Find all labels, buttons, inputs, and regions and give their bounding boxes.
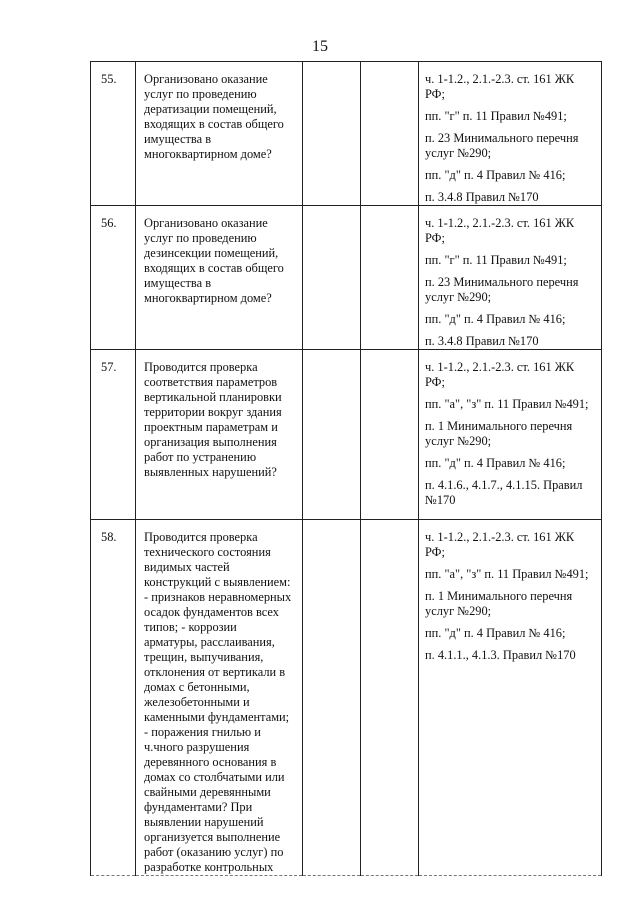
row-number: 57. xyxy=(91,350,136,520)
legal-reference: п. 3.4.8 Правил №170 xyxy=(425,190,539,204)
legal-reference: пп. "д" п. 4 Правил № 416; xyxy=(425,312,566,326)
legal-reference: п. 1 Минимального перечня услуг №290; xyxy=(425,589,573,618)
legal-reference: ч. 1-1.2., 2.1.-2.3. ст. 161 ЖК РФ; xyxy=(425,216,575,245)
answer-yes-cell[interactable] xyxy=(303,350,361,520)
legal-reference: п. 23 Минимального перечня услуг №290; xyxy=(425,131,579,160)
legal-basis-cell xyxy=(419,206,602,350)
legal-reference: п. 3.4.8 Правил №170 xyxy=(425,334,539,348)
legal-reference: пп. "д" п. 4 Правил № 416; xyxy=(425,456,566,470)
legal-reference: ч. 1-1.2., 2.1.-2.3. ст. 161 ЖК РФ; xyxy=(425,72,575,101)
legal-reference: п. 23 Минимального перечня услуг №290; xyxy=(425,275,579,304)
table-row xyxy=(91,62,602,206)
legal-reference: п. 4.1.1., 4.1.3. Правил №170 xyxy=(425,648,576,662)
legal-basis-cell xyxy=(419,350,602,520)
answer-no-cell[interactable] xyxy=(361,206,419,350)
legal-reference: п. 4.1.6., 4.1.7., 4.1.15. Правил №170 xyxy=(425,478,583,507)
legal-reference: пп. "а", "з" п. 11 Правил №491; xyxy=(425,567,589,581)
answer-yes-cell[interactable] xyxy=(303,62,361,206)
page-number: 15 xyxy=(312,38,328,55)
legal-reference: пп. "г" п. 11 Правил №491; xyxy=(425,253,567,267)
table-row xyxy=(91,350,602,520)
row-number: 56. xyxy=(91,206,136,350)
checklist-table xyxy=(90,61,602,876)
question-cell: Проводится проверка соответствия параметров вертикальной планировки территории вокруг здания проектным параметрам и организация выполнения работ по устранению выявленных нарушений? xyxy=(136,350,303,520)
row-number: 58. xyxy=(91,520,136,876)
table-row xyxy=(91,520,602,876)
answer-no-cell[interactable] xyxy=(361,350,419,520)
answer-no-cell[interactable] xyxy=(361,520,419,876)
legal-reference: ч. 1-1.2., 2.1.-2.3. ст. 161 ЖК РФ; xyxy=(425,530,575,559)
legal-reference: пп. "д" п. 4 Правил № 416; xyxy=(425,168,566,182)
legal-reference: пп. "г" п. 11 Правил №491; xyxy=(425,109,567,123)
answer-yes-cell[interactable] xyxy=(303,520,361,876)
question-cell: Организовано оказание услуг по проведению дератизации помещений, входящих в состав общего имущества в многоквартирном доме? xyxy=(136,62,303,206)
table-row xyxy=(91,206,602,350)
question-cell: Проводится проверка технического состояния видимых частей конструкций с выявлением: - признаков неравномерных осадок фундаментов всех типов; - коррозии арматуры, расслаивания, трещин, выпучивания, отклонения от вертикали в домах с бетонными, железобетонными и каменными фундаментами; - поражения гнилью и ч.чного разрушения деревянного основания в домах со столбчатыми или свайными деревянными фундаментами? При выявлении нарушений организуется выполнение работ (оказанию услуг) по разработке контрольных xyxy=(136,520,303,876)
row-number: 55. xyxy=(91,62,136,206)
answer-yes-cell[interactable] xyxy=(303,206,361,350)
legal-basis-cell xyxy=(419,62,602,206)
answer-no-cell[interactable] xyxy=(361,62,419,206)
legal-basis-cell xyxy=(419,520,602,876)
legal-reference: п. 1 Минимального перечня услуг №290; xyxy=(425,419,573,448)
question-cell: Организовано оказание услуг по проведению дезинсекции помещений, входящих в состав общего имущества в многоквартирном доме? xyxy=(136,206,303,350)
legal-reference: ч. 1-1.2., 2.1.-2.3. ст. 161 ЖК РФ; xyxy=(425,360,575,389)
legal-reference: пп. "а", "з" п. 11 Правил №491; xyxy=(425,397,589,411)
legal-reference: пп. "д" п. 4 Правил № 416; xyxy=(425,626,566,640)
